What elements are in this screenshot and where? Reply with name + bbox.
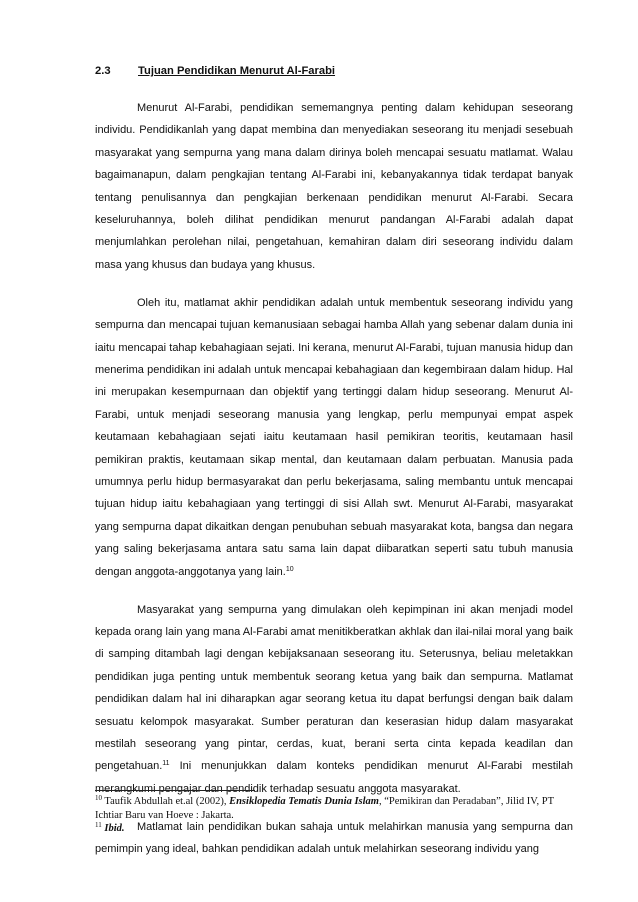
section-title: Tujuan Pendidikan Menurut Al-Farabi xyxy=(138,65,336,77)
footnote-text: Taufik Abdullah et.al (2002), xyxy=(102,796,230,807)
paragraph-1 xyxy=(95,97,573,276)
footnote-divider xyxy=(95,790,255,791)
paragraph-text: Masyarakat yang sempurna yang dimulakan oleh kepimpinan ini akan menjadi model kepada orang lain yang mana Al-Farabi amat menitikberatkan akhlak dan ilai-nilai moral yang baik di samping ditambah lagi dengan kebijaksanaan seseorang itu. Seterusnya, beliau meletakkan pendidikan juga penting untuk membentuk seorang ketua yang baik dan sempurna. Matlamat pendidikan dalam hal ini diharapkan agar seorang ketua itu dapat berfungsi dengan baik dalam sesuatu kelompok masyarakat. Sumber peraturan dan keserasian hidup dalam masyarakat mestilah seseorang yang pintar, cerdas, kuat, berani serta cinta kepada keadilan dan pengetahuan. xyxy=(95,603,573,773)
paragraph-2 xyxy=(95,292,573,583)
body-text xyxy=(95,97,573,861)
footnote-ref-10[interactable]: 10 xyxy=(285,565,294,573)
paragraph-text: Menurut Al-Farabi, pendidikan sememangnya penting dalam kehidupan seseorang individu. Pendidikanlah yang dapat membina dan menyediakan seseorang itu menjadi sesebuah masyarakat yang sempurna yang mana dalam dirinya boleh mencapai sesuatu matlamat. Walau bagaimanapun, dalam pengkajian tentang Al-Farabi ini, kebanyakannya tidak terdapat banyak tentang penulisannya dan pengkajian berkenaan pendidikan menurut Al-Farabi. Secara keseluruhannya, boleh dilihat pendidikan menurut pandangan Al-Farabi adalah dapat menjumlahkan perolehan nilai, pengetahuan, kemahiran dalam diri seseorang individu dalam masa yang khusus dan budaya yang khusus. xyxy=(95,102,573,271)
paragraph-text: Matlamat lain pendidikan bukan sahaja untuk melahirkan manusia yang sempurna dan pemimpin yang ideal, bahkan pendidikan adalah untuk melahirkan seseorang individu yang xyxy=(95,820,573,856)
paragraph-text: Oleh itu, matlamat akhir pendidikan adalah untuk membentuk seseorang individu yang sempurna dan mencapai tujuan kemanusiaan sebagai hamba Allah yang sebenar dalam dunia ini iaitu mencapai tahap kebahagiaan sejati. Ini kerana, menurut Al-Farabi, tujuan manusia hidup dan menerima pendidikan ini adalah untuk mencapai kebahagiaan dan kegembiraan dalam hidup. Hal ini merupakan kesempurnaan dan objektif yang tertinggi dalam hidup seseorang. Menurut Al-Farabi, untuk menjadi seseorang manusia yang lengkap, perlu mempunyai empat aspek keutamaan kebahagiaan sejati iaitu keutamaan hasil pemikiran teoritis, keutamaan hasil pemikiran praktis, keutamaan sikap mental, dan keutamaan dalam perbuatan. Manusia pada umumnya perlu hidup bermasyarakat dan perlu bekerjasama, saling membantu untuk mencapai tujuan hidup iaitu kebahagiaan yang tertinggi di sisi Allah swt. Menurut Al-Farabi, masyarakat yang sempurna dapat dikaitkan dengan penubuhan sebuah masyarakat kota, bangsa dan negara yang saling bekerjasama antara satu sama lain dapat diibaratkan seperti satu tubuh manusia dengan anggota-anggotanya yang lain. xyxy=(95,296,573,578)
footnote-text-continued: , “Pemikiran dan Peradaban”, Jilid IV, PT Ichtiar Baru van Hoeve : Jakarta. xyxy=(95,796,554,821)
footnote-ibid: Ibid. xyxy=(104,823,125,835)
paragraph-3 xyxy=(95,599,573,801)
footnote-number: 11 xyxy=(95,821,102,830)
section-heading xyxy=(95,65,335,77)
footnote-11 xyxy=(95,822,573,836)
footnote-ref-11[interactable]: 11 xyxy=(162,760,170,768)
footnote-book-title: Ensiklopedia Tematis Dunia Islam xyxy=(229,796,379,807)
section-number: 2.3 xyxy=(95,65,111,77)
paragraph-text-continued: Ini menunjukkan dalam konteks pendidikan menurut Al-Farabi mestilah merangkumi pengajar dan pendidik terhadap sesuatu anggota masyarakat. xyxy=(95,760,573,795)
footnote-number: 10 xyxy=(95,794,102,802)
footnote-10 xyxy=(95,795,573,822)
footnotes xyxy=(95,795,573,836)
